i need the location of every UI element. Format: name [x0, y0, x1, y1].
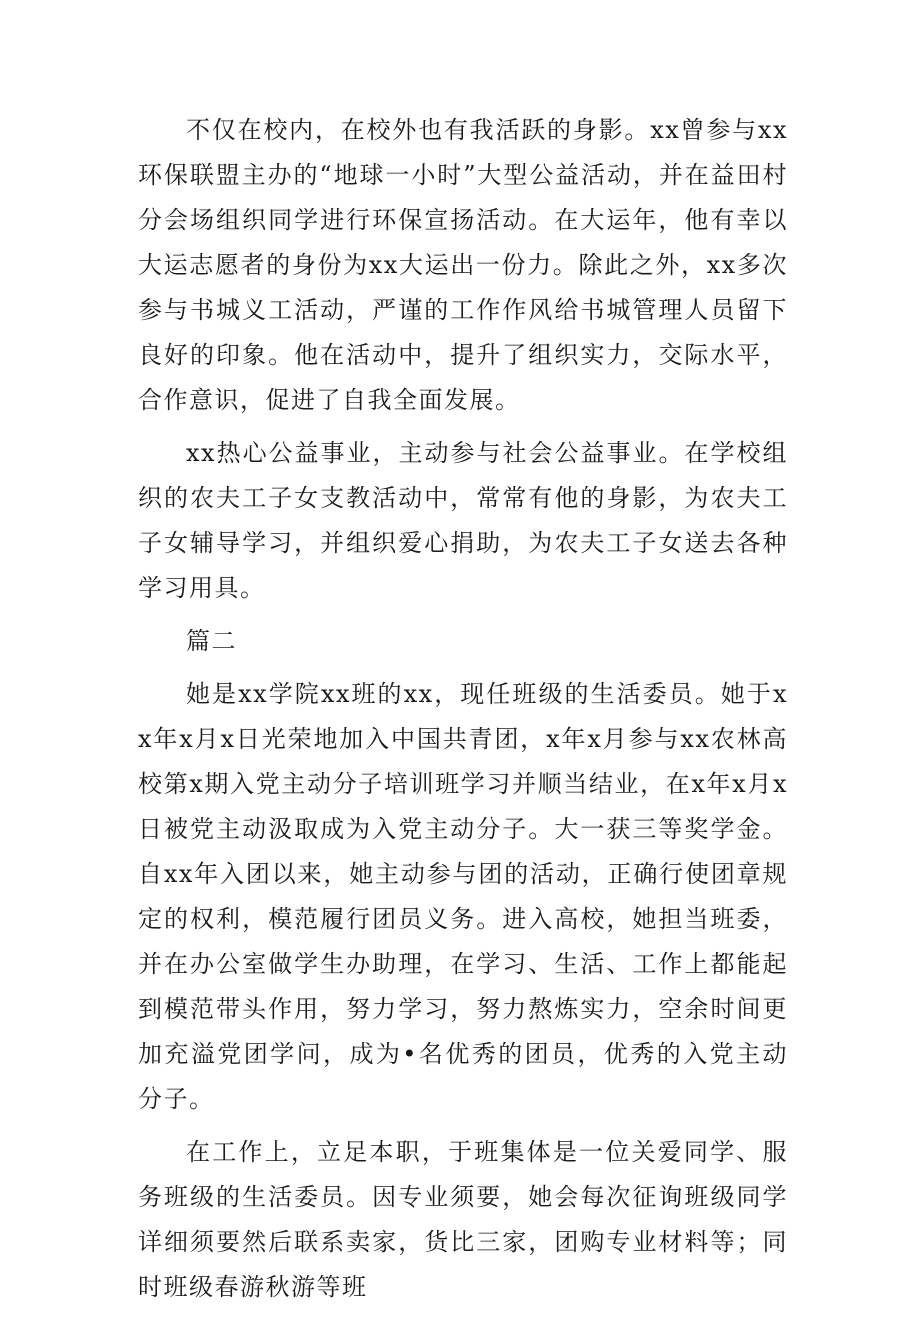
- paragraph-3: 她是xx学院xx班的xx，现任班级的生活委员。她于xx年x月x日光荣地加入中国共青团，x年x月参与xx农林高校第x期入党主动分子培训班学习并顺当结业，在x年x月x日被党主动汲取成为入党主动分子。大一获三等奖学金。自xx年入团以来，她主动参与团的活动，正确行使团章规定的权利，模范履行团员义务。进入高校，她担当班委，并在办公室做学生办助理，在学习、生活、工作上都能起到模范带头作用，努力学习，努力熬炼实力，空余时间更加充溢党团学问，成为•名优秀的团员，优秀的入党主动分子。: [138, 680, 788, 1113]
- paragraph-2: xx热心公益事业，主动参与社会公益事业。在学校组织的农夫工子女支教活动中，常常有他的身影，为农夫工子女辅导学习，并组织爱心捐助，为农夫工子女送去各种学习用具。: [138, 439, 788, 602]
- paragraph-4: 在工作上，立足本职，于班集体是一位关爱同学、服务班级的生活委员。因专业须要，她会每次征询班级同学详细须要然后联系卖家，货比三家，团购专业材料等；同时班级春游秋游等班: [138, 1138, 788, 1301]
- paragraph-1: 不仅在校内，在校外也有我活跃的身影。xx曾参与xx环保联盟主办的“地球一小时”大型公益活动，并在益田村分会场组织同学进行环保宣扬活动。在大运年，他有幸以大运志愿者的身份为xx大运出一份力。除此之外，xx多次参与书城义工活动，严谨的工作作风给书城管理人员留下良好的印象。他在活动中，提升了组织实力，交际水平，合作意识，促进了自我全面发展。: [138, 116, 788, 414]
- document-body: [138, 108, 788, 1318]
- section-heading: 篇二: [186, 627, 237, 655]
